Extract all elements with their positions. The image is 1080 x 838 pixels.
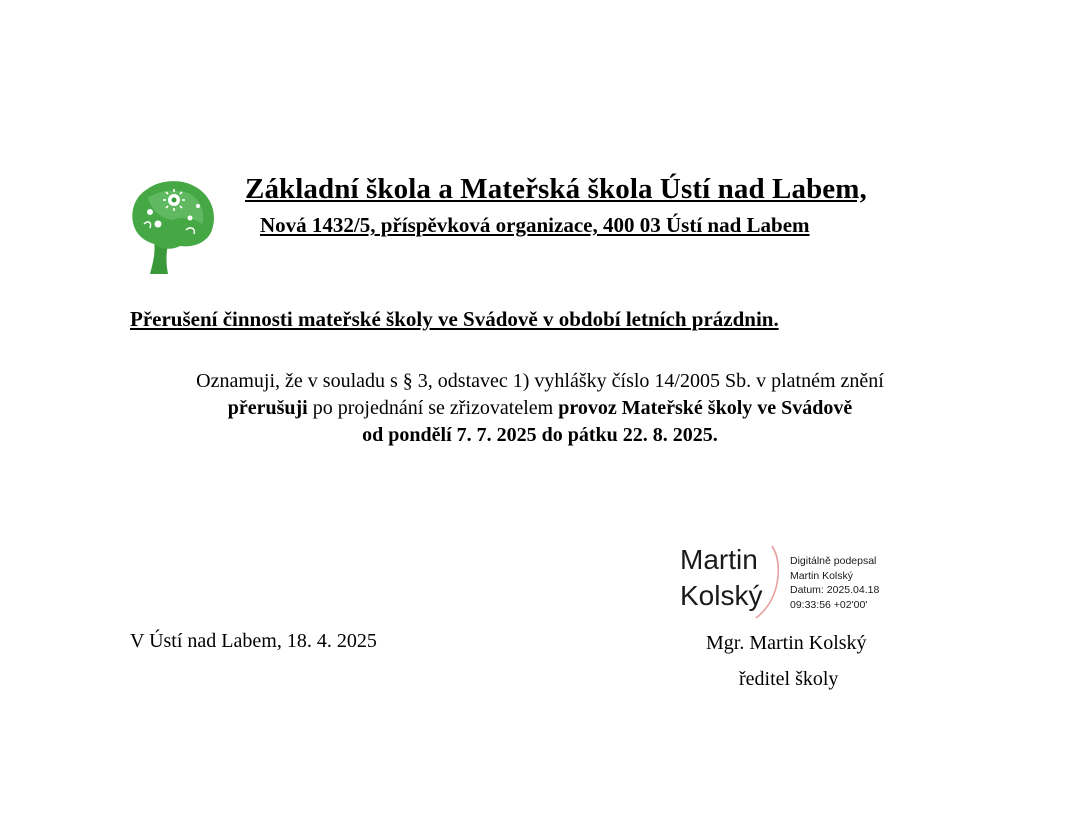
school-address: Nová 1432/5, příspěvková organizace, 400 03 Ústí nad Labem [260, 213, 810, 237]
signature-detail-2: Martin Kolský [790, 569, 854, 582]
notice-body [100, 368, 980, 449]
signer-role: ředitel školy [739, 668, 839, 690]
signature-first-name: Martin [680, 544, 758, 575]
notice-line-1: Oznamuji, že v souladu s § 3, odstavec 1) vyhlášky číslo 14/2005 Sb. v platném znění [196, 370, 884, 392]
signature-detail-4: 09:33:56 +02'00' [790, 598, 868, 611]
notice-heading: Přerušení činnosti mateřské školy ve Svádově v období letních prázdnin. [130, 307, 779, 331]
notice-bold-interrupt: přerušuji [227, 397, 308, 419]
notice-line-2 [100, 395, 980, 422]
notice-bold-operation: provoz Mateřské školy ve Svádově [558, 397, 853, 419]
notice-line-2-text: po projednání se zřizovatelem [307, 397, 559, 419]
notice-line-3 [100, 422, 980, 449]
signature-details [790, 554, 879, 612]
notice-date-range: od pondělí 7. 7. 2025 do pátku 22. 8. 2025. [362, 424, 718, 446]
digital-signature [680, 542, 910, 622]
school-tree-logo-icon [128, 178, 218, 276]
signature-detail-1: Digitálně podepsal [790, 555, 877, 567]
signature-detail-3: Datum: 2025.04.18 [790, 584, 880, 596]
place-date: V Ústí nad Labem, 18. 4. 2025 [130, 630, 377, 652]
school-name-title: Základní škola a Mateřská škola Ústí nad Labem, [245, 173, 867, 205]
signature-flourish-icon [750, 544, 790, 620]
signer-name: Mgr. Martin Kolský [706, 632, 867, 654]
school-logo [128, 178, 218, 276]
signature-last-name: Kolský [680, 580, 763, 611]
